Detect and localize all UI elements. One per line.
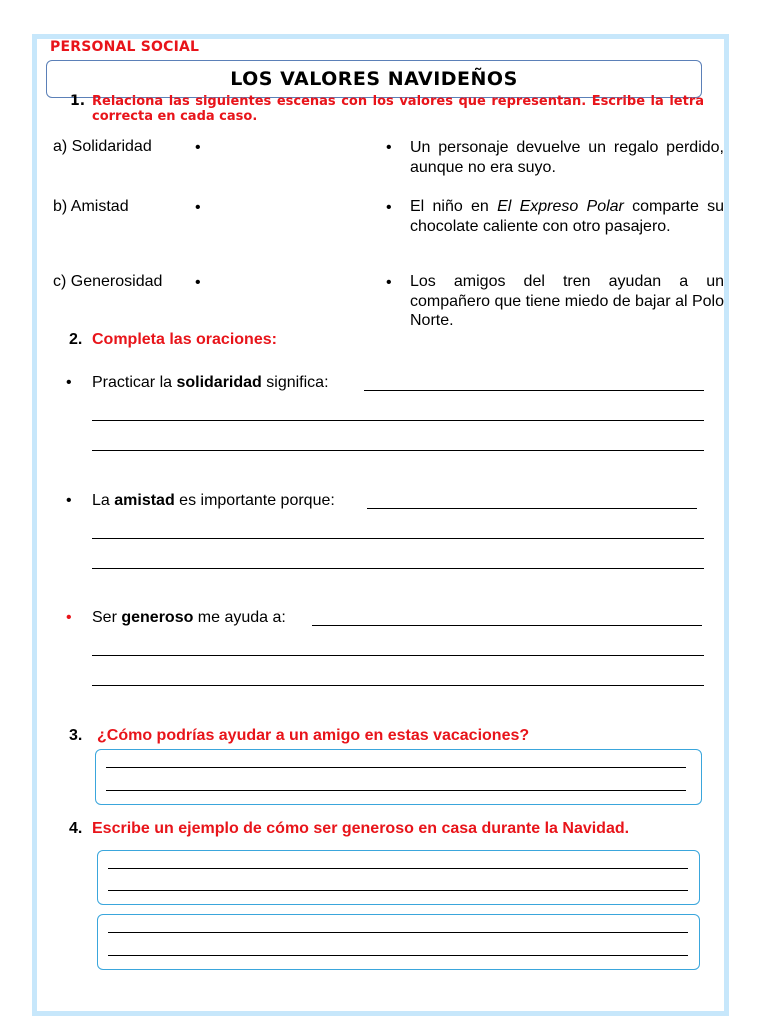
match-dot-left-c[interactable]: • — [195, 274, 201, 291]
match-dot-right-1[interactable]: • — [386, 139, 392, 156]
answer-line[interactable] — [108, 890, 688, 891]
question-4-number: 4. — [69, 820, 83, 837]
answer-line[interactable] — [108, 955, 688, 956]
answer-line[interactable] — [92, 568, 704, 569]
answer-line[interactable] — [312, 625, 702, 626]
value-generosidad: c) Generosidad — [53, 273, 163, 290]
answer-line[interactable] — [92, 450, 704, 451]
bullet-1: • — [66, 374, 72, 391]
sentence-2-pre: La — [92, 492, 115, 509]
sentence-amistad — [92, 492, 335, 510]
scene-2-post: comparte su chocolate caliente con otro pasajero. — [410, 198, 725, 235]
sentence-3-post: me ayuda a: — [193, 609, 286, 626]
sentence-2-keyword: amistad — [114, 492, 175, 509]
question-1-instruction: Relaciona las siguientes escenas con los valores que representan. Escribe la letra correcta en cada caso. — [92, 94, 704, 124]
answer-line[interactable] — [92, 420, 704, 421]
scene-1: Un personaje devuelve un regalo perdido, aunque no era suyo. — [410, 139, 724, 176]
match-dot-left-b[interactable]: • — [195, 199, 201, 216]
sentence-3-keyword: generoso — [121, 609, 194, 626]
question-2-number: 2. — [69, 331, 83, 348]
sentence-solidaridad — [92, 374, 329, 392]
answer-box-q4-1[interactable] — [97, 850, 700, 905]
page-title: LOS VALORES NAVIDEÑOS — [230, 68, 518, 90]
subject-label: PERSONAL SOCIAL — [50, 39, 200, 55]
sentence-generoso — [92, 609, 286, 627]
match-dot-right-3[interactable]: • — [386, 274, 392, 291]
value-solidaridad: a) Solidaridad — [53, 138, 152, 155]
answer-line[interactable] — [108, 868, 688, 869]
sentence-1-post: significa: — [261, 374, 329, 391]
answer-line[interactable] — [106, 767, 686, 768]
question-4-text: Escribe un ejemplo de cómo ser generoso en casa durante la Navidad. — [92, 820, 630, 837]
bullet-2: • — [66, 492, 72, 509]
scene-2-movie-title: El Expreso Polar — [497, 198, 624, 215]
match-dot-left-a[interactable]: • — [195, 139, 201, 156]
bullet-3: • — [66, 609, 72, 626]
sentence-1-keyword: solidaridad — [176, 374, 262, 391]
scene-2-pre: El niño en — [410, 198, 498, 215]
answer-line[interactable] — [364, 390, 704, 391]
answer-box-q3[interactable] — [95, 749, 702, 805]
sentence-1-pre: Practicar la — [92, 374, 177, 391]
question-2-instruction: Completa las oraciones: — [92, 331, 277, 348]
question-3-number: 3. — [69, 727, 83, 744]
question-3-text: ¿Cómo podrías ayudar a un amigo en estas vacaciones? — [97, 727, 530, 744]
title-box — [46, 60, 702, 98]
scene-3: Los amigos del tren ayudan a un compañero que tiene miedo de bajar al Polo Norte. — [410, 273, 724, 329]
answer-box-q4-2[interactable] — [97, 914, 700, 970]
sentence-3-pre: Ser — [92, 609, 122, 626]
answer-line[interactable] — [108, 932, 688, 933]
answer-line[interactable] — [92, 655, 704, 656]
answer-line[interactable] — [92, 685, 704, 686]
answer-line[interactable] — [92, 538, 704, 539]
scene-2 — [410, 197, 724, 236]
sentence-2-post: es importante porque: — [174, 492, 335, 509]
answer-line[interactable] — [106, 790, 686, 791]
match-dot-right-2[interactable]: • — [386, 199, 392, 216]
value-amistad: b) Amistad — [53, 198, 129, 215]
answer-line[interactable] — [367, 508, 697, 509]
question-1-number: 1. — [70, 93, 86, 109]
